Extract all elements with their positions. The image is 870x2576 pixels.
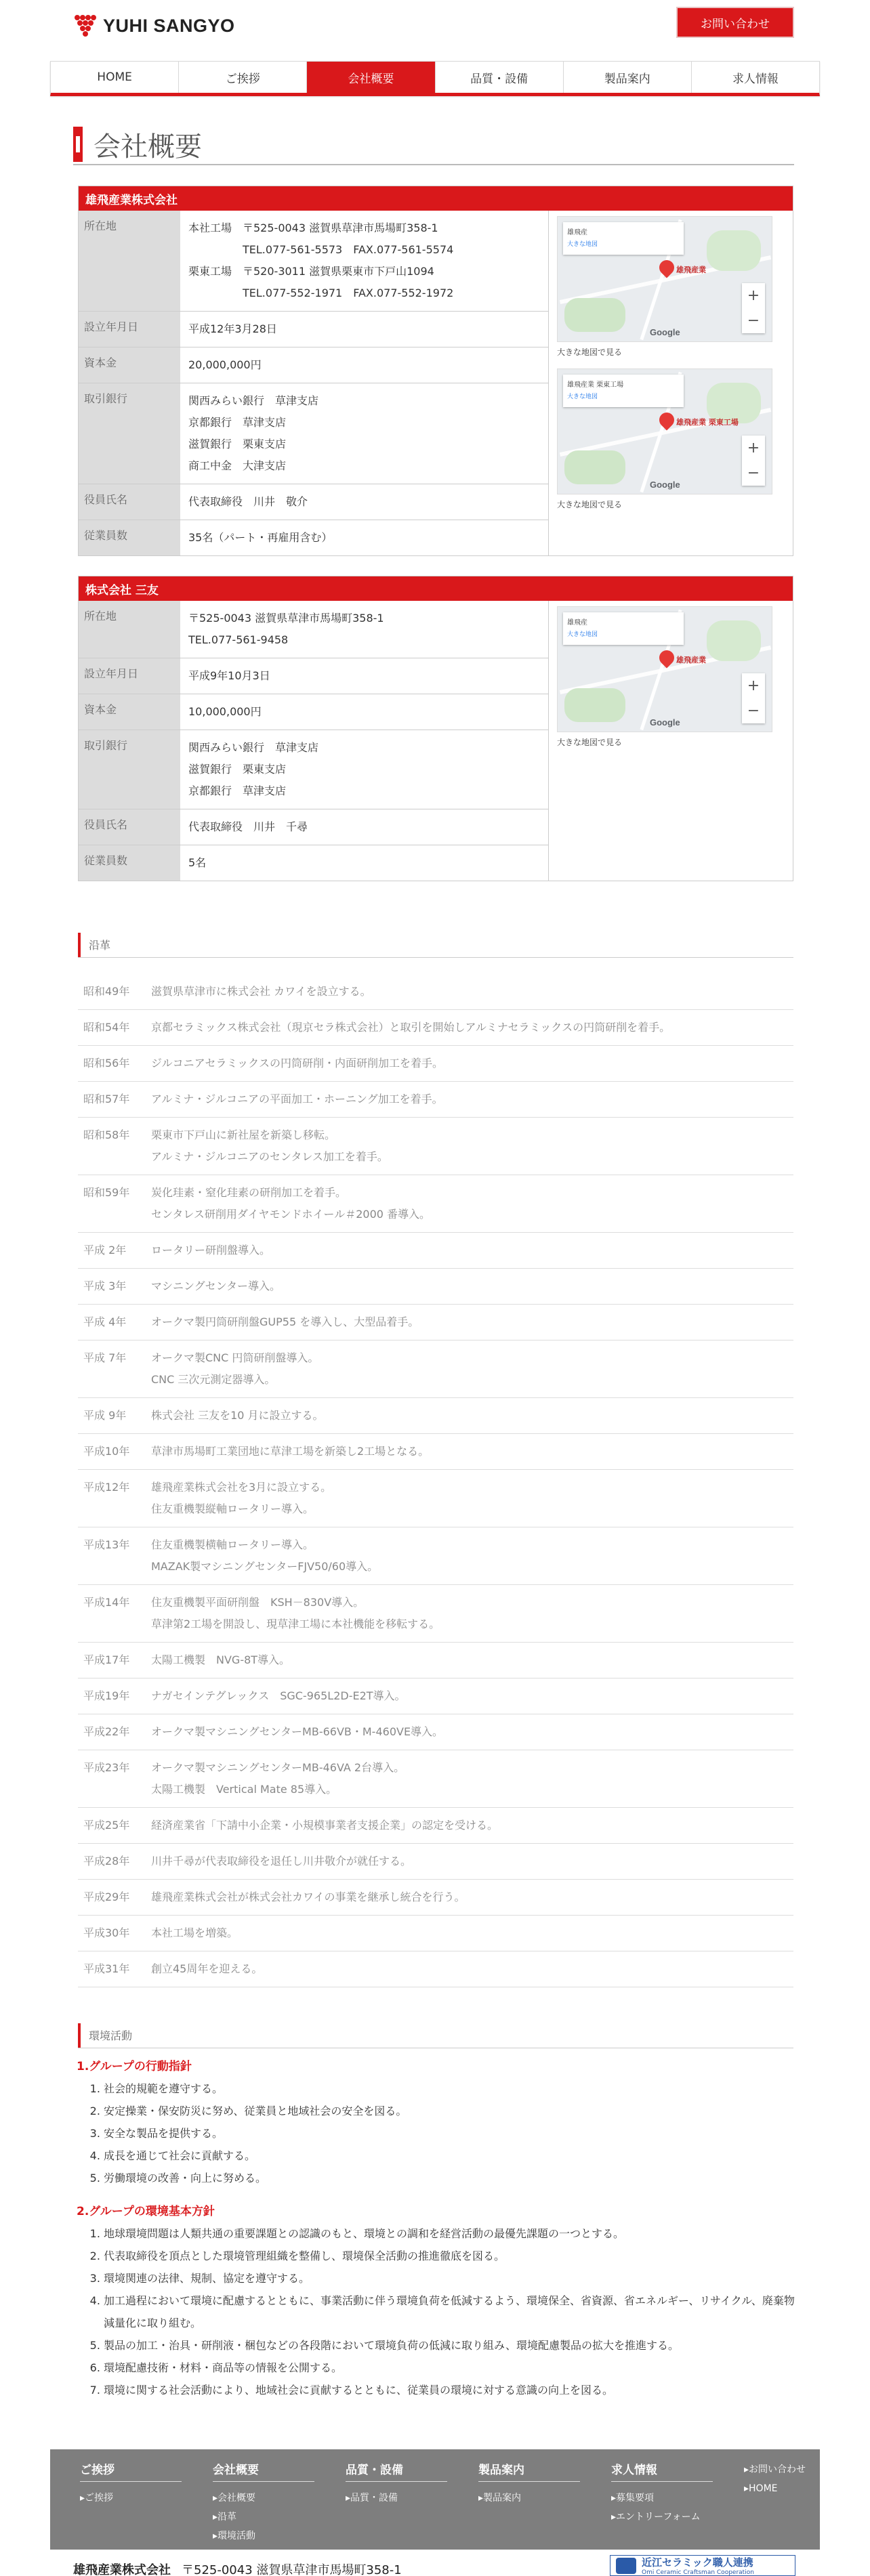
info-value: [180, 211, 548, 311]
history-row: [78, 1269, 793, 1305]
nav-home[interactable]: HOME: [51, 62, 179, 93]
history-row: [78, 974, 793, 1010]
env-list-1: [104, 2077, 795, 2189]
history-year: 昭和56年: [83, 1057, 130, 1070]
google-logo: Google: [650, 327, 680, 337]
history-text: [151, 1053, 788, 1074]
map-feature: [707, 620, 761, 661]
google-logo: Google: [650, 717, 680, 727]
history-year: 平成 4年: [83, 1315, 127, 1328]
history-line: 雄飛産業株式会社を3月に設立する。: [151, 1481, 332, 1494]
history-row: [78, 1470, 793, 1527]
history-text: [151, 1922, 788, 1944]
footer-link[interactable]: [213, 2508, 314, 2527]
history-text: [151, 1347, 788, 1391]
arrow-right-icon: ▸: [611, 2512, 617, 2522]
footer-column-head[interactable]: 品質・設備: [346, 2460, 447, 2482]
history-text: [151, 1311, 788, 1333]
arrow-right-icon: ▸: [213, 2512, 218, 2522]
header: [0, 0, 870, 54]
history-year: 昭和58年: [83, 1128, 130, 1141]
footer-column: [213, 2460, 314, 2546]
info-line: 滋賀銀行 栗東支店: [188, 438, 287, 450]
info-label: 取引銀行: [79, 383, 180, 484]
info-label: 所在地: [79, 601, 180, 658]
banner-logo-icon: [616, 2558, 636, 2574]
banner-sub: Omi Ceramic Craftsman Cooperation: [642, 2569, 754, 2576]
banner-title: 近江セラミック職人連携: [642, 2556, 753, 2569]
history-row: [78, 1880, 793, 1916]
history-text: [151, 1649, 788, 1671]
info-line: TEL.077-561-9458: [188, 633, 289, 646]
footer-column-head[interactable]: 製品案内: [478, 2460, 580, 2482]
map-info-card: [563, 612, 684, 645]
history-line: 株式会社 三友を10 月に設立する。: [151, 1409, 324, 1422]
nav-products[interactable]: 製品案内: [564, 62, 692, 93]
logo[interactable]: [72, 12, 235, 39]
history-year: 平成10年: [83, 1445, 130, 1458]
env-list-item: 6. 環境配慮技術・材料・商品等の情報を公開する。: [104, 2357, 795, 2379]
footer-link-label: 会社概要: [218, 2493, 256, 2504]
info-value: [180, 601, 548, 658]
history-year: 平成12年: [83, 1481, 130, 1494]
footer-address: [73, 2560, 402, 2576]
info-value: [180, 383, 548, 484]
footer-link-label: HOME: [749, 2483, 778, 2494]
history-text: [151, 1182, 788, 1225]
history-line: 京都セラミックス株式会社（現京セラ株式会社）と取引を開始しアルミナセラミックスの円筒研削を着手。: [151, 1021, 671, 1034]
view-larger-map-link[interactable]: 大きな地図で見る: [557, 738, 623, 747]
history-text: [151, 1405, 788, 1427]
history-row: [78, 1082, 793, 1118]
info-row: [79, 211, 548, 312]
map-card-link[interactable]: 大きな地図: [567, 631, 598, 638]
history-text: [151, 1017, 788, 1038]
main-nav: [50, 61, 820, 96]
history-line: アルミナ・ジルコニアの平面加工・ホーニング加工を着手。: [151, 1093, 443, 1105]
info-label: 従業員数: [79, 845, 180, 881]
history-line: 住友重機製縦軸ロータリー導入。: [151, 1502, 314, 1515]
history-row: [78, 1398, 793, 1434]
info-label: 役員氏名: [79, 809, 180, 845]
info-value: [180, 312, 548, 347]
footer-link[interactable]: [744, 2460, 806, 2479]
env-list-item: 2. 代表取締役を頂点とした環境管理組織を整備し、環境保全活動の推進徹底を図る。: [104, 2245, 795, 2267]
map-card-title: 雄飛産: [567, 619, 587, 627]
history-text: [151, 1685, 788, 1707]
map-card-title: 雄飛産: [567, 229, 587, 236]
env-heading-1: 1.グループの行動指針: [77, 2060, 192, 2073]
history-line: オークマ製CNC 円筒研削盤導入。: [151, 1351, 319, 1364]
footer-link-label: ご挨拶: [85, 2493, 114, 2504]
history-text: [151, 1886, 788, 1908]
history-line: アルミナ・ジルコニアのセンタレス加工を着手。: [151, 1150, 388, 1163]
company-name: 雄飛産業株式会社: [79, 186, 793, 211]
info-value: [180, 658, 548, 694]
map-card-link[interactable]: 大きな地図: [567, 241, 598, 248]
company-maps: [549, 211, 793, 555]
history-row: [78, 1340, 793, 1398]
history-line: 栗東市下戸山に新社屋を新築し移転。: [151, 1128, 336, 1141]
map-zoom-control[interactable]: [742, 673, 765, 723]
footer-link-label: 製品案内: [483, 2493, 522, 2504]
history-year: 平成14年: [83, 1596, 130, 1609]
history-line: 住友重機製平面研削盤 KSH－830V導入。: [151, 1596, 365, 1609]
map-pin-label: 雄飛産業: [676, 266, 706, 274]
history-heading: [78, 932, 793, 958]
history-year: 平成31年: [83, 1962, 130, 1975]
history-row: [78, 1750, 793, 1808]
history-year: 昭和59年: [83, 1186, 130, 1199]
footer: [50, 2449, 820, 2550]
map-card-title: 雄飛産業 栗東工場: [567, 381, 624, 389]
info-line: 代表取締役 川井 千尋: [188, 820, 308, 833]
history-year: 平成29年: [83, 1891, 130, 1903]
history-row: [78, 1118, 793, 1175]
map-info-card: [563, 222, 684, 255]
history-row: [78, 1678, 793, 1714]
footer-column-head[interactable]: 求人情報: [611, 2460, 713, 2482]
footer-column: [478, 2460, 580, 2508]
info-line: 滋賀銀行 栗東支店: [188, 763, 287, 776]
history-text: [151, 1721, 788, 1743]
map-pin-icon: [656, 647, 677, 668]
history-text: [151, 981, 788, 1002]
history-text: [151, 1592, 788, 1635]
footer-column: [80, 2460, 182, 2508]
history-row: [78, 1527, 793, 1585]
history-line: 太陽工機製 Vertical Mate 85導入。: [151, 1783, 337, 1796]
history-year: 平成13年: [83, 1538, 130, 1551]
info-label: 設立年月日: [79, 658, 180, 694]
env-list-2: [104, 2222, 795, 2401]
map-feature: [707, 230, 761, 271]
history-line: 住友重機製横軸ロータリー導入。: [151, 1538, 314, 1551]
history-text: [151, 1958, 788, 1980]
env-list-item: 5. 労働環境の改善・向上に努める。: [104, 2167, 795, 2189]
info-line: 20,000,000円: [188, 358, 262, 371]
env-list-item: 4. 加工過程において環境に配慮するとともに、事業活動に伴う環境負荷を低減するよう、環境保全、省資源、省エネルギー、リサイクル、廃棄物減量化に取り組む。: [104, 2289, 795, 2334]
footer-link[interactable]: [611, 2489, 713, 2508]
footer-company: 雄飛産業株式会社: [73, 2563, 171, 2576]
map-feature: [564, 450, 625, 484]
heading-accent-icon: [78, 2023, 81, 2048]
history-title: 沿革: [89, 939, 111, 952]
history-text: [151, 1477, 788, 1520]
logo-text: YUHI SANGYO: [103, 15, 235, 36]
company-yuhi: [78, 186, 793, 556]
title-accent-icon: [73, 127, 83, 162]
footer-link[interactable]: [346, 2489, 447, 2508]
history-row: [78, 1951, 793, 1987]
company-sanyu: [78, 576, 793, 881]
info-label: 資本金: [79, 347, 180, 383]
info-line: 関西みらい銀行 草津支店: [188, 741, 319, 754]
arrow-right-icon: ▸: [611, 2493, 617, 2504]
history-line: 本社工場を増築。: [151, 1926, 239, 1939]
history-line: オークマ製マシニングセンターMB-46VA 2台導入。: [151, 1761, 405, 1774]
history-year: 平成22年: [83, 1725, 130, 1738]
history-line: ジルコニアセラミックスの円筒研削・内面研削加工を着手。: [151, 1057, 443, 1070]
info-row: [79, 520, 548, 555]
history-line: 太陽工機製 NVG-8T導入。: [151, 1653, 291, 1666]
footer-link-label: お問い合わせ: [749, 2464, 806, 2475]
info-line: 京都銀行 草津支店: [188, 784, 287, 797]
company-info-table: [79, 601, 549, 881]
map-feature: [564, 298, 625, 332]
info-value: [180, 520, 548, 555]
arrow-right-icon: ▸: [346, 2493, 351, 2504]
info-label: 設立年月日: [79, 312, 180, 347]
info-value: [180, 730, 548, 809]
history-text: [151, 1441, 788, 1462]
footer-column: [744, 2460, 806, 2498]
info-line: TEL.077-561-5573 FAX.077-561-5574: [188, 243, 454, 256]
info-row: [79, 347, 548, 383]
history-year: 平成 3年: [83, 1280, 127, 1292]
footer-address-text: 〒525-0043 滋賀県草津市馬場町358-1: [182, 2563, 402, 2576]
history-line: ナガセインテグレックス SGC-965L2D-E2T導入。: [151, 1689, 406, 1702]
info-value: [180, 694, 548, 730]
history-year: 平成 2年: [83, 1244, 127, 1257]
footer-link-label: 募集要項: [616, 2493, 655, 2504]
zoom-in-icon[interactable]: +: [747, 440, 760, 457]
heading-accent-icon: [78, 933, 81, 957]
history-line: 滋賀県草津市に株式会社 カワイを設立する。: [151, 985, 371, 998]
history-row: [78, 1585, 793, 1643]
env-heading: [78, 2023, 793, 2048]
history-year: 平成25年: [83, 1819, 130, 1832]
info-line: 商工中金 大津支店: [188, 459, 287, 472]
map-pin-icon: [656, 257, 677, 278]
footer-link-label: 品質・設備: [350, 2493, 398, 2504]
info-line: 平成9年10月3日: [188, 669, 270, 682]
info-row: [79, 694, 548, 730]
map-zoom-control[interactable]: [742, 283, 765, 333]
arrow-right-icon: ▸: [744, 2464, 749, 2475]
nav-greeting[interactable]: ご挨拶: [179, 62, 307, 93]
history-year: 平成23年: [83, 1761, 130, 1774]
history-text: [151, 1815, 788, 1836]
history-row: [78, 1010, 793, 1046]
history-text: [151, 1534, 788, 1578]
google-map[interactable]: [557, 606, 772, 732]
history-row: [78, 1808, 793, 1844]
info-line: 平成12年3月28日: [188, 322, 277, 335]
history-row: [78, 1643, 793, 1678]
footer-link[interactable]: [744, 2479, 806, 2498]
info-label: 所在地: [79, 211, 180, 311]
history-text: [151, 1124, 788, 1168]
history-list: [78, 974, 793, 1987]
info-row: [79, 845, 548, 881]
footer-link-label: 環境活動: [218, 2531, 256, 2541]
history-line: ロータリー研削盤導入。: [151, 1244, 271, 1257]
footer-link[interactable]: [213, 2489, 314, 2508]
zoom-in-icon[interactable]: +: [747, 287, 760, 304]
google-map[interactable]: [557, 368, 772, 494]
page-title: [73, 125, 794, 165]
history-line: オークマ製円筒研削盤GUP55 を導入し、大型品着手。: [151, 1315, 419, 1328]
history-year: 平成 9年: [83, 1409, 127, 1422]
history-row: [78, 1434, 793, 1470]
info-line: TEL.077-552-1971 FAX.077-552-1972: [188, 287, 454, 299]
info-row: [79, 601, 548, 658]
info-line: 10,000,000円: [188, 705, 262, 718]
env-title: 環境活動: [89, 2029, 133, 2042]
history-row: [78, 1233, 793, 1269]
history-line: 雄飛産業株式会社が株式会社カワイの事業を継承し統合を行う。: [151, 1891, 465, 1903]
info-label: 役員氏名: [79, 484, 180, 520]
env-list-item: 3. 環境関連の法律、規制、協定を遵守する。: [104, 2267, 795, 2289]
zoom-in-icon[interactable]: +: [747, 677, 760, 694]
map-info-card: [563, 375, 684, 407]
env-list-item: 3. 安全な製品を提供する。: [104, 2122, 795, 2145]
history-line: マシニングセンター導入。: [151, 1280, 281, 1292]
footer-column-head[interactable]: ご挨拶: [80, 2460, 182, 2482]
history-line: 草津市馬場町工業団地に草津工場を新築し2工場となる。: [151, 1445, 430, 1458]
arrow-right-icon: ▸: [80, 2493, 85, 2504]
history-year: 昭和57年: [83, 1093, 130, 1105]
env-list-item: 7. 環境に関する社会活動により、地域社会に貢献するとともに、従業員の環境に対する意識の向上を図る。: [104, 2379, 795, 2401]
info-row: [79, 730, 548, 809]
env-section: [77, 2050, 795, 2401]
env-heading-2: 2.グループの環境基本方針: [77, 2205, 215, 2218]
nav-quality[interactable]: 品質・設備: [436, 62, 564, 93]
logo-mark-icon: [72, 12, 99, 39]
history-row: [78, 1305, 793, 1340]
map-feature: [564, 688, 625, 722]
info-label: 取引銀行: [79, 730, 180, 809]
info-row: [79, 484, 548, 520]
arrow-right-icon: ▸: [213, 2531, 218, 2541]
history-line: 経済産業省「下請中小企業・小規模事業者支援企業」の認定を受ける。: [151, 1819, 499, 1832]
info-row: [79, 383, 548, 484]
info-line: 35名（パート・再雇用含む）: [188, 531, 333, 544]
info-line: 京都銀行 草津支店: [188, 416, 287, 429]
footer-link[interactable]: [478, 2489, 580, 2508]
history-text: [151, 1851, 788, 1872]
map-pin-label: 雄飛産業: [676, 656, 706, 664]
map-zoom-control[interactable]: [742, 436, 765, 486]
info-value: [180, 484, 548, 520]
history-year: 平成28年: [83, 1855, 130, 1867]
nav-recruit[interactable]: 求人情報: [692, 62, 819, 93]
history-line: 川井千尋が代表取締役を退任し川井敬介が就任する。: [151, 1855, 412, 1867]
history-line: オークマ製マシニングセンターMB-66VB・M-460VE導入。: [151, 1725, 444, 1738]
history-year: 平成17年: [83, 1653, 130, 1666]
google-map[interactable]: [557, 216, 772, 342]
history-text: [151, 1089, 788, 1110]
map-pin-icon: [656, 409, 677, 430]
info-line: 〒525-0043 滋賀県草津市馬場町358-1: [188, 612, 384, 625]
omi-ceramic-banner[interactable]: [610, 2555, 795, 2576]
history-line: 創立45周年を迎える。: [151, 1962, 263, 1975]
info-row: [79, 809, 548, 845]
history-line: MAZAK製マシニングセンターFJV50/60導入。: [151, 1560, 379, 1573]
footer-column-head[interactable]: 会社概要: [213, 2460, 314, 2482]
info-row: [79, 658, 548, 694]
zoom-out-icon[interactable]: −: [747, 312, 760, 329]
info-line: 関西みらい銀行 草津支店: [188, 394, 319, 407]
history-row: [78, 1714, 793, 1750]
env-list-item: 1. 社会的規範を遵守する。: [104, 2077, 795, 2100]
history-year: 平成 7年: [83, 1351, 127, 1364]
history-line: 草津第2工場を開設し、現草津工場に本社機能を移転する。: [151, 1618, 440, 1630]
history-year: 昭和49年: [83, 985, 130, 998]
env-list-item: 4. 成長を通じて社会に貢献する。: [104, 2145, 795, 2167]
history-text: [151, 1757, 788, 1800]
zoom-out-icon[interactable]: −: [747, 465, 760, 482]
map-pin-label: 雄飛産業 栗東工場: [676, 418, 739, 427]
company-maps: [549, 601, 793, 881]
arrow-right-icon: ▸: [213, 2493, 218, 2504]
view-larger-map-link[interactable]: 大きな地図で見る: [557, 347, 623, 357]
zoom-out-icon[interactable]: −: [747, 702, 760, 719]
google-logo: Google: [650, 480, 680, 490]
history-year: 平成30年: [83, 1926, 130, 1939]
info-row: [79, 312, 548, 347]
view-larger-map-link[interactable]: 大きな地図で見る: [557, 500, 623, 509]
footer-column: [611, 2460, 713, 2527]
footer-link[interactable]: [213, 2527, 314, 2546]
history-row: [78, 1175, 793, 1233]
history-text: [151, 1275, 788, 1297]
footer-link-label: エントリーフォーム: [616, 2512, 701, 2522]
history-text: [151, 1240, 788, 1261]
arrow-right-icon: ▸: [478, 2493, 484, 2504]
history-row: [78, 1844, 793, 1880]
history-line: センタレス研削用ダイヤモンドホイール＃2000 番導入。: [151, 1208, 431, 1221]
contact-button[interactable]: お問い合わせ: [676, 7, 794, 38]
arrow-right-icon: ▸: [744, 2483, 749, 2494]
history-line: CNC 三次元測定器導入。: [151, 1373, 276, 1386]
env-list-item: 5. 製品の加工・治具・研削液・梱包などの各段階において環境負荷の低減に取り組み、環境配慮製品の拡大を推進する。: [104, 2334, 795, 2357]
nav-company[interactable]: 会社概要: [307, 62, 435, 93]
info-label: 従業員数: [79, 520, 180, 555]
env-list-item: 2. 安定操業・保安防災に努め、従業員と地域社会の安全を図る。: [104, 2100, 795, 2122]
history-row: [78, 1916, 793, 1951]
company-name: 株式会社 三友: [79, 576, 793, 601]
info-value: [180, 809, 548, 845]
info-line: 栗東工場 〒520-3011 滋賀県栗東市下戸山1094: [188, 265, 434, 278]
footer-column: [346, 2460, 447, 2508]
footer-link-label: 沿革: [218, 2512, 237, 2522]
footer-link[interactable]: [80, 2489, 182, 2508]
history-row: [78, 1046, 793, 1082]
info-label: 資本金: [79, 694, 180, 730]
info-value: [180, 347, 548, 383]
company-info-table: [79, 211, 549, 555]
info-line: 本社工場 〒525-0043 滋賀県草津市馬場町358-1: [188, 221, 438, 234]
info-line: 代表取締役 川井 敬介: [188, 495, 308, 508]
history-year: 平成19年: [83, 1689, 130, 1702]
history-line: 炭化珪素・窒化珪素の研削加工を着手。: [151, 1186, 347, 1199]
history-year: 昭和54年: [83, 1021, 130, 1034]
footer-link[interactable]: [611, 2508, 713, 2527]
page-title-text: 会社概要: [94, 131, 202, 163]
map-card-link[interactable]: 大きな地図: [567, 394, 598, 400]
env-list-item: 1. 地球環境問題は人類共通の重要課題との認識のもと、環境との調和を経営活動の最優先課題の一つとする。: [104, 2222, 795, 2245]
info-line: 5名: [188, 856, 207, 869]
info-value: [180, 845, 548, 881]
